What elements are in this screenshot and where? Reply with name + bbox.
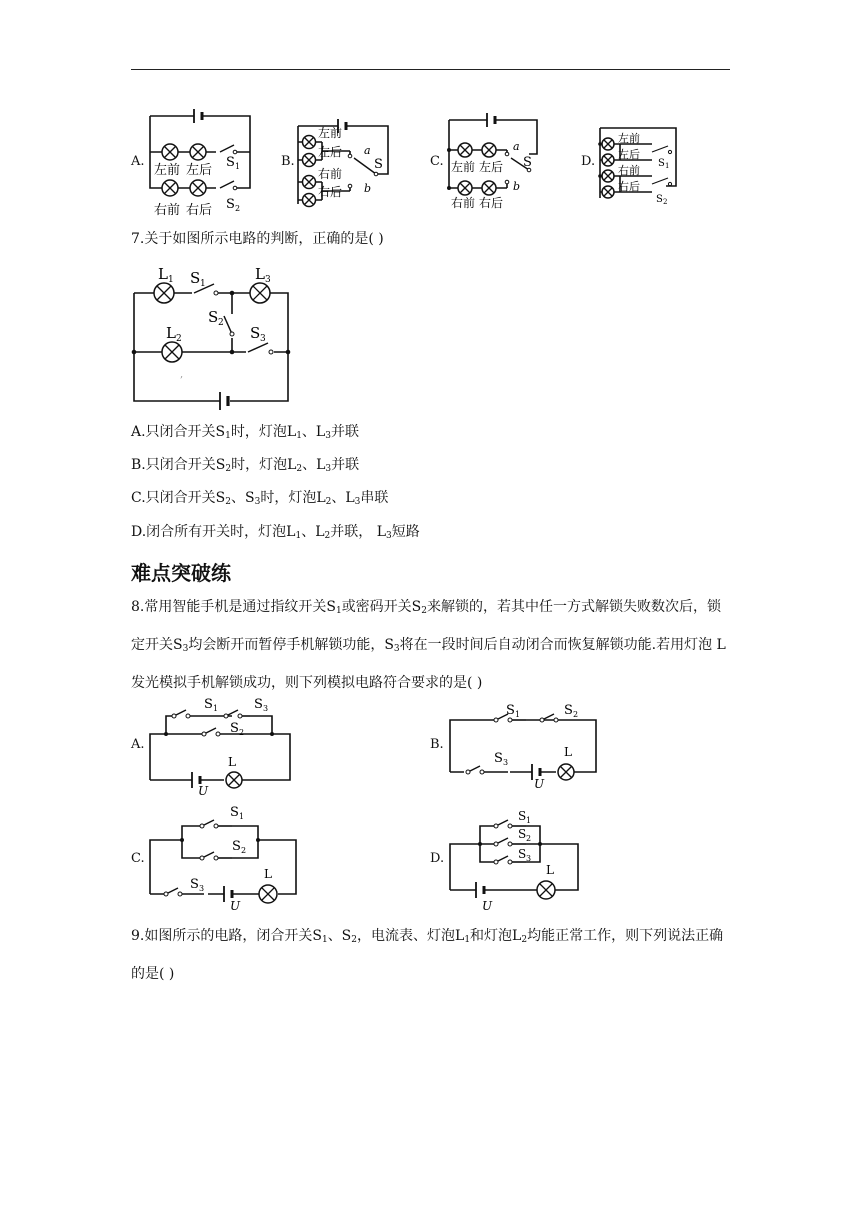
svg-text:1: 1 [239, 812, 245, 821]
svg-text:S: S [506, 703, 515, 718]
svg-text:1: 1 [665, 162, 670, 170]
q6-option-a-label: A. [131, 154, 145, 169]
svg-text:2: 2 [239, 728, 245, 737]
svg-text:右后: 右后 [479, 196, 504, 210]
svg-text:左后: 左后 [186, 163, 213, 178]
svg-text:右后: 右后 [186, 203, 213, 218]
svg-text:1: 1 [515, 710, 521, 719]
svg-text:1: 1 [168, 275, 174, 285]
svg-text:2: 2 [573, 710, 579, 719]
svg-text:S: S [190, 877, 199, 892]
q7-stem: 7.关于如图所示电路的判断，正确的是( ) [131, 231, 384, 247]
q7-option-a: A.只闭合开关$S_1$时，灯泡$L_1$、$L_3$并联 [131, 424, 359, 441]
svg-text:L: L [264, 867, 272, 881]
svg-text:a: a [513, 140, 520, 153]
svg-text:1: 1 [213, 704, 219, 713]
q7-option-b: B.只闭合开关$S_2$时，灯泡$L_2$、$L_3$并联 [131, 457, 360, 474]
svg-text:S: S [190, 269, 201, 287]
q7-circuit [128, 262, 298, 412]
q6-circuit-b [294, 112, 394, 216]
svg-text:左后: 左后 [318, 145, 343, 159]
svg-text:S: S [230, 805, 239, 820]
svg-text:S: S [226, 155, 235, 170]
q7-option-c: C.只闭合开关$S_2$、$S_3$时，灯泡$L_2$、$L_3$串联 [131, 490, 389, 507]
svg-text:2: 2 [218, 318, 224, 328]
svg-text:S: S [658, 158, 665, 169]
q8-option-a-label: A. [131, 737, 145, 752]
svg-text:S: S [564, 703, 573, 718]
svg-text:S: S [250, 324, 261, 342]
svg-text:L: L [255, 265, 265, 283]
q6-circuit-d [596, 122, 686, 212]
svg-text:2: 2 [235, 204, 241, 213]
svg-text:右后: 右后 [618, 180, 640, 193]
q8-circuit-d [446, 800, 596, 912]
svg-text:S: S [523, 155, 532, 170]
q6-option-b-label: B. [281, 154, 295, 169]
svg-text:,: , [180, 369, 184, 380]
svg-text:S: S [518, 827, 527, 841]
svg-text:右前: 右前 [618, 164, 640, 177]
svg-text:L: L [228, 755, 236, 769]
svg-text:2: 2 [176, 334, 182, 344]
svg-text:3: 3 [526, 854, 532, 863]
svg-text:S: S [518, 809, 527, 823]
q8-circuit-b [446, 700, 606, 792]
svg-text:左后: 左后 [618, 148, 640, 161]
svg-text:L: L [546, 863, 554, 877]
svg-text:S: S [374, 157, 383, 172]
svg-text:L: L [564, 745, 572, 759]
q8-option-d-label: D. [430, 851, 445, 866]
svg-text:U: U [230, 899, 241, 913]
svg-text:S: S [494, 751, 503, 766]
q6-option-c-label: C. [430, 154, 444, 169]
q8-option-b-label: B. [430, 737, 444, 752]
q6-option-d-label: D. [581, 154, 596, 169]
svg-text:3: 3 [260, 334, 266, 344]
svg-text:S: S [204, 697, 213, 712]
svg-text:左后: 左后 [479, 160, 504, 174]
svg-text:左前: 左前 [318, 126, 343, 140]
q7-option-d: D.闭合所有开关时，灯泡$L_1$、$L_2$并联， $L_3$短路 [131, 524, 420, 541]
section-heading: 难点突破练 [131, 561, 231, 585]
svg-text:L: L [158, 265, 168, 283]
q6-circuit-c [445, 110, 545, 214]
svg-text:L: L [166, 324, 176, 342]
svg-text:左前: 左前 [451, 160, 476, 174]
q8-stem: 8.常用智能手机是通过指纹开关$S_1$或密码开关$S_2$来解锁的，若其中任一方式解锁失败数次后，锁定开关$S_3$均会断开而暂停手机解锁功能，$S_3$将在一段时间后自动闭合而恢复解锁功能.若用灯泡 L 发光模拟手机解锁成功，则下列模拟电路符合要求的是( ) [131, 599, 726, 691]
svg-text:3: 3 [265, 275, 271, 285]
q8-option-c-label: C. [131, 851, 145, 866]
svg-text:a: a [364, 144, 371, 157]
svg-text:S: S [232, 839, 241, 854]
svg-text:右后: 右后 [318, 185, 343, 199]
svg-text:S: S [254, 697, 263, 712]
svg-text:U: U [534, 777, 545, 791]
svg-text:U: U [482, 899, 493, 913]
svg-text:2: 2 [526, 834, 532, 843]
svg-text:1: 1 [235, 162, 241, 171]
svg-text:S: S [518, 847, 527, 861]
svg-text:2: 2 [663, 198, 668, 206]
q8-circuit-a [146, 692, 296, 798]
svg-text:S: S [656, 194, 663, 205]
svg-text:3: 3 [503, 758, 509, 767]
svg-text:S: S [208, 308, 219, 326]
header-rule [131, 69, 730, 70]
svg-text:左前: 左前 [618, 132, 640, 145]
q6-circuit-a [146, 104, 256, 222]
q8-circuit-c [146, 800, 306, 912]
svg-text:3: 3 [263, 704, 269, 713]
svg-text:1: 1 [200, 279, 206, 289]
svg-text:右前: 右前 [318, 167, 343, 181]
svg-text:1: 1 [526, 816, 532, 825]
svg-text:左前: 左前 [154, 163, 181, 178]
svg-text:b: b [513, 180, 521, 193]
svg-text:右前: 右前 [154, 203, 181, 218]
svg-text:3: 3 [199, 884, 205, 893]
svg-text:b: b [364, 182, 372, 195]
q9-stem: 9.如图所示的电路，闭合开关$S_1$、$S_2$，电流表、灯泡$L_1$和灯泡$L_2$均能正常工作，则下列说法正确的是( ) [131, 928, 724, 982]
svg-text:S: S [226, 197, 235, 212]
svg-text:S: S [230, 721, 239, 736]
svg-text:2: 2 [241, 846, 247, 855]
svg-text:右前: 右前 [451, 196, 476, 210]
svg-text:U: U [198, 784, 209, 798]
